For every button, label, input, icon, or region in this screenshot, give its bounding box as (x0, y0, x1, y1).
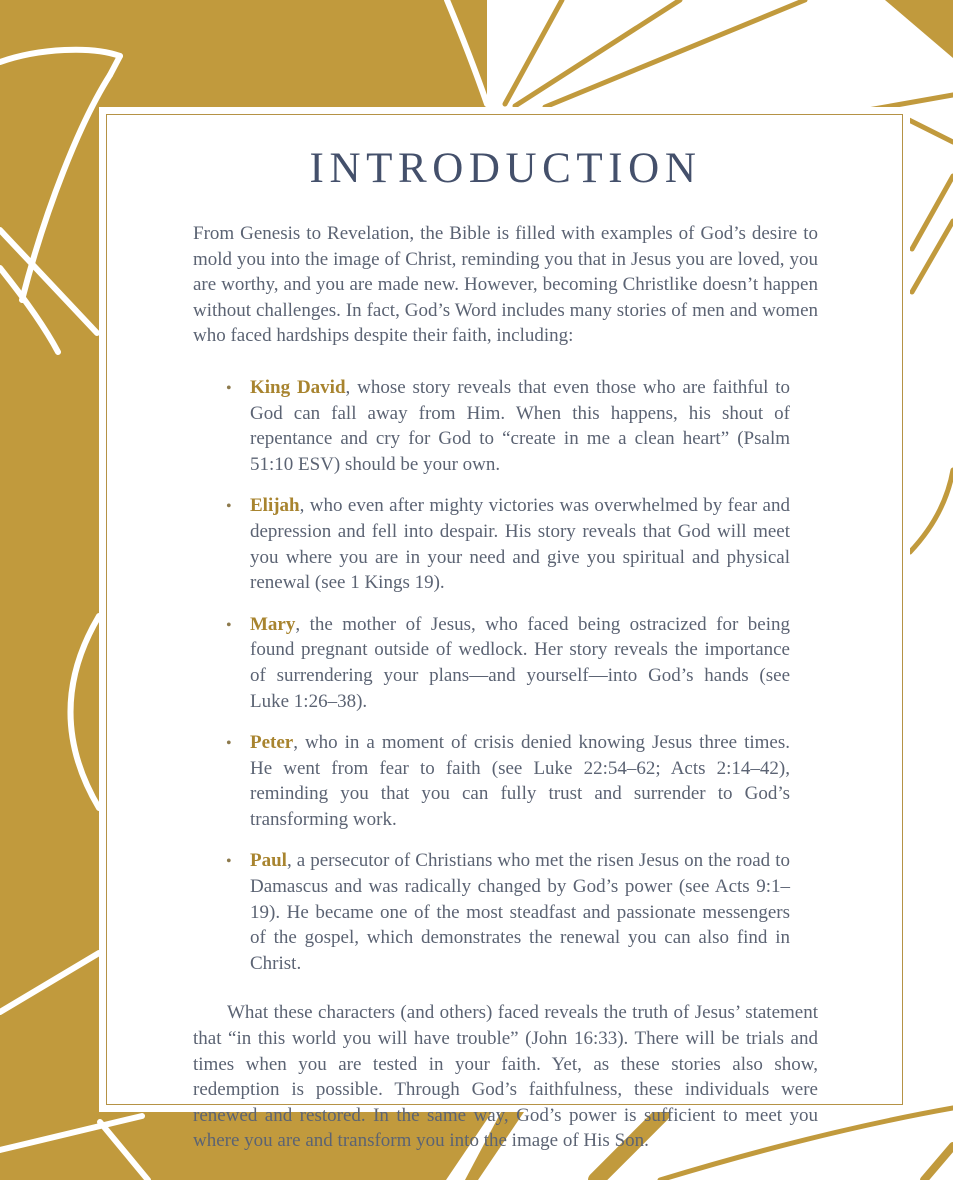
content-card (99, 107, 910, 1152)
bullet-icon: • (226, 616, 232, 634)
bullet-name: King David (250, 376, 346, 398)
page-title: INTRODUCTION (309, 145, 702, 192)
bullet-name: Paul (250, 850, 287, 872)
bullet-item-peter (226, 730, 790, 832)
bullet-icon: • (226, 735, 232, 753)
bullet-text: , whose story reveals that even those who are faithful to God can fall away from Him. When this happens, his shout of repentance and cry for God to “create in me a clean heart” (Psalm 51:10 ESV) should be your own. (250, 376, 790, 475)
bullet-item-elijah (226, 493, 790, 595)
bullet-name: Mary (250, 613, 296, 635)
bullet-name: Elijah (250, 495, 300, 517)
bullet-text: , who even after mighty victories was overwhelmed by fear and depression and fell into despair. His story reveals that God will meet you where you are in your need and give you spiritual and physical renewal (see 1 Kings 19). (250, 495, 790, 594)
bullet-text: , the mother of Jesus, who faced being ostracized for being found pregnant outside of wedlock. Her story reveals the importance of surrendering your plans—and yourself—into God’s hands (see Luke 1:26–38). (250, 613, 790, 712)
bullet-list (193, 375, 818, 976)
bullet-text: , a persecutor of Christians who met the risen Jesus on the road to Damascus and was radically changed by God’s power (see Acts 9:1–19). He became one of the most steadfast and passionate messengers of the gospel, which demonstrates the renewal you can also find in Christ. (250, 850, 790, 974)
bullet-name: Peter (250, 732, 294, 754)
card-content (193, 107, 818, 1154)
bullet-item-paul (226, 848, 790, 976)
bullet-icon: • (226, 853, 232, 871)
bullet-item-king-david (226, 375, 790, 477)
bullet-item-mary (226, 612, 790, 714)
bullet-icon: • (226, 498, 232, 516)
closing-paragraph: What these characters (and others) faced reveals the truth of Jesus’ statement that “in this world you will have trouble” (John 16:33). There will be trials and times when you are tested in your faith. Yet, as these stories also show, redemption is possible. Through God’s faithfulness, these individuals were renewed and restored. In the same way, God’s power is sufficient to meet you where you are and transform you into the image of His Son. (193, 1002, 818, 1152)
bullet-icon: • (226, 379, 232, 397)
intro-paragraph: From Genesis to Revelation, the Bible is filled with examples of God’s desire to mold you into the image of Christ, reminding you that in Jesus you are loved, you are worthy, and you are made new. However, becoming Christlike doesn’t happen without challenges. In fact, God’s Word includes many stories of men and women who faced hardships despite their faith, including: (193, 223, 818, 347)
bullet-text: , who in a moment of crisis denied knowing Jesus three times. He went from fear to faith (see Luke 22:54–62; Acts 2:14–42), reminding you that you can fully trust and surrender to God’s transforming work. (250, 732, 790, 830)
